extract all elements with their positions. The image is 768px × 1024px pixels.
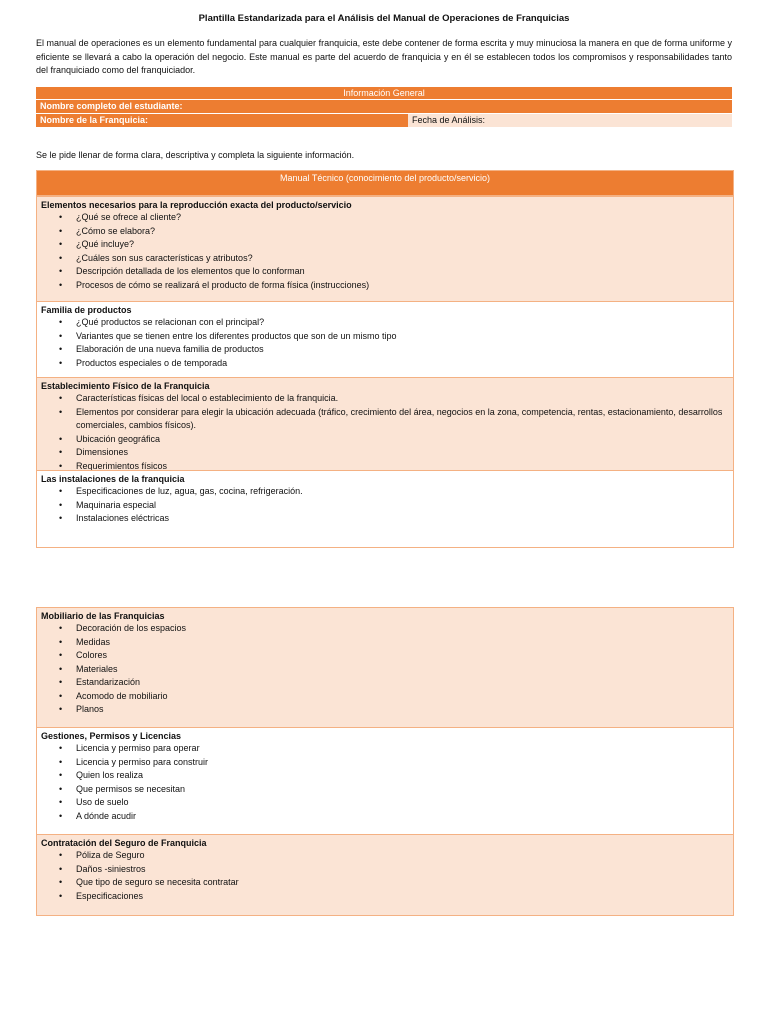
list-item: • Medidas bbox=[41, 636, 725, 650]
list-item: • A dónde acudir bbox=[41, 810, 725, 824]
bullet-list bbox=[41, 316, 733, 370]
list-item: • Licencia y permiso para construir bbox=[41, 756, 725, 770]
list-item: • ¿Cuáles son sus características y atributos? bbox=[41, 252, 725, 266]
section-gestiones bbox=[36, 727, 734, 835]
list-item: • Daños -siniestros bbox=[41, 863, 725, 877]
list-item: • ¿Cómo se elabora? bbox=[41, 225, 725, 239]
section-elementos bbox=[36, 196, 734, 302]
list-item: • Dimensiones bbox=[41, 446, 725, 460]
bullet-list bbox=[41, 742, 733, 823]
section-establecimiento bbox=[36, 377, 734, 471]
section-title: Contratación del Seguro de Franquicia bbox=[41, 838, 207, 848]
list-item: • Colores bbox=[41, 649, 725, 663]
section-title: Familia de productos bbox=[41, 305, 132, 315]
general-info-table bbox=[36, 87, 732, 127]
section-title: Gestiones, Permisos y Licencias bbox=[41, 731, 182, 741]
list-item: • Productos especiales o de temporada bbox=[41, 357, 725, 371]
manual-tecnico-header: Manual Técnico (conocimiento del producto/servicio) bbox=[36, 170, 734, 196]
list-item: • Acomodo de mobiliario bbox=[41, 690, 725, 704]
list-item: • Decoración de los espacios bbox=[41, 622, 725, 636]
list-item: • Póliza de Seguro bbox=[41, 849, 725, 863]
franchise-name-field[interactable]: Nombre de la Franquicia: bbox=[36, 114, 408, 127]
instruction-text: Se le pide llenar de forma clara, descriptiva y completa la siguiente información. bbox=[36, 150, 355, 160]
page-title: Plantilla Estandarizada para el Análisis del Manual de Operaciones de Franquicias bbox=[198, 13, 570, 24]
list-item: • Que tipo de seguro se necesita contratar bbox=[41, 876, 725, 890]
list-item: • Instalaciones eléctricas bbox=[41, 512, 725, 526]
list-item: • Descripción detallada de los elementos que lo conforman bbox=[41, 265, 725, 279]
bullet-list bbox=[41, 211, 733, 292]
list-item: • Elementos por considerar para elegir la ubicación adecuada (tráfico, crecimiento del área, negocios en la zona, competencia, rentas, estacionamiento, desarrollos comerciales, cambios físicos). bbox=[41, 406, 725, 433]
list-item: • Procesos de cómo se realizará el producto de forma física (instrucciones) bbox=[41, 279, 725, 293]
list-item: • Requerimientos físicos bbox=[41, 460, 725, 474]
section-seguro bbox=[36, 834, 734, 916]
list-item: • Ubicación geográfica bbox=[41, 433, 725, 447]
analysis-date-field[interactable]: Fecha de Análisis: bbox=[408, 114, 732, 127]
section-mobiliario bbox=[36, 607, 734, 728]
list-item: • Características físicas del local o establecimiento de la franquicia. bbox=[41, 392, 725, 406]
list-item: • Especificaciones bbox=[41, 890, 725, 904]
list-item: • Quien los realiza bbox=[41, 769, 725, 783]
list-item: • Estandarización bbox=[41, 676, 725, 690]
list-item: • Planos bbox=[41, 703, 725, 717]
list-item: • ¿Qué incluye? bbox=[41, 238, 725, 252]
student-name-field[interactable]: Nombre completo del estudiante: bbox=[36, 99, 732, 113]
section-instalaciones bbox=[36, 470, 734, 548]
list-item: • Uso de suelo bbox=[41, 796, 725, 810]
list-item: • Variantes que se tienen entre los diferentes productos que son de un mismo tipo bbox=[41, 330, 725, 344]
intro-paragraph: El manual de operaciones es un elemento fundamental para cualquier franquicia, este debe contener de forma escrita y muy minuciosa la manera en que de forma uniforme y eficiente se llevará a cabo la operación del negocio. Este manual es parte del acuerdo de franquicia y en él se establecen todos los compromisos y responsabilidades tanto del franquiciado como del franquiciador. bbox=[36, 38, 732, 75]
section-title: Mobiliario de las Franquicias bbox=[41, 611, 165, 621]
list-item: • Materiales bbox=[41, 663, 725, 677]
section-title: Establecimiento Físico de la Franquicia bbox=[41, 381, 210, 391]
list-item: • ¿Qué se ofrece al cliente? bbox=[41, 211, 725, 225]
franchise-row bbox=[36, 113, 732, 127]
section-title: Elementos necesarios para la reproducción exacta del producto/servicio bbox=[41, 200, 352, 210]
general-info-header: Información General bbox=[36, 87, 732, 99]
bullet-list bbox=[41, 622, 733, 717]
bullet-list bbox=[41, 849, 733, 903]
bullet-list bbox=[41, 485, 733, 526]
section-title: Las instalaciones de la franquicia bbox=[41, 474, 185, 484]
list-item: • Maquinaria especial bbox=[41, 499, 725, 513]
list-item: • Que permisos se necesitan bbox=[41, 783, 725, 797]
list-item: • Licencia y permiso para operar bbox=[41, 742, 725, 756]
list-item: • Especificaciones de luz, agua, gas, cocina, refrigeración. bbox=[41, 485, 725, 499]
list-item: • Elaboración de una nueva familia de productos bbox=[41, 343, 725, 357]
bullet-list bbox=[41, 392, 733, 473]
section-familia bbox=[36, 301, 734, 378]
list-item: • ¿Qué productos se relacionan con el principal? bbox=[41, 316, 725, 330]
